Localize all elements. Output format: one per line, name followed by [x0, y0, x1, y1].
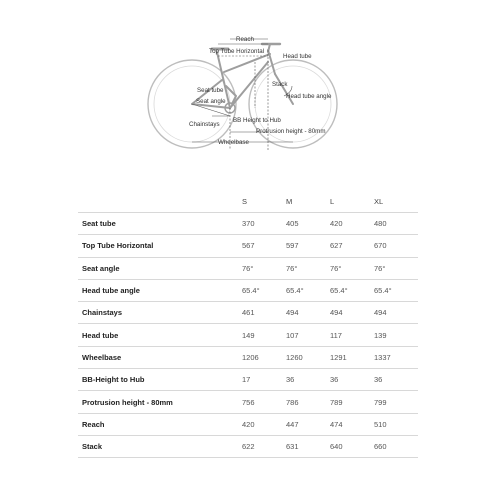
row-value: 420	[242, 413, 286, 435]
row-value: 117	[330, 324, 374, 346]
row-value: 1337	[374, 346, 418, 368]
row-value: 65.4°	[286, 279, 330, 301]
table-header-row	[78, 190, 418, 213]
row-value: 1206	[242, 346, 286, 368]
header-empty	[78, 190, 242, 213]
table-row	[78, 279, 418, 301]
diagram-label-head-tube-angle: Head tube angle	[286, 93, 332, 100]
table-row	[78, 213, 418, 235]
diagram-label-stack: Stack	[272, 81, 288, 88]
diagram-label-top-tube: Top Tube Horizontal	[209, 48, 265, 55]
table-row	[78, 369, 418, 391]
row-value: 786	[286, 391, 330, 413]
row-value: 670	[374, 235, 418, 257]
row-value: 494	[330, 302, 374, 324]
row-value: 139	[374, 324, 418, 346]
row-value: 799	[374, 391, 418, 413]
row-value: 494	[374, 302, 418, 324]
header-size: S	[242, 196, 248, 206]
row-value: 65.4°	[374, 279, 418, 301]
row-value: 474	[330, 413, 374, 435]
row-value: 405	[286, 213, 330, 235]
row-value: 65.4°	[330, 279, 374, 301]
row-value: 756	[242, 391, 286, 413]
row-value: 447	[286, 413, 330, 435]
table-row	[78, 346, 418, 368]
header-size: L	[330, 196, 335, 206]
row-value: 789	[330, 391, 374, 413]
row-value: 65.4°	[242, 279, 286, 301]
row-value: 461	[242, 302, 286, 324]
table-row	[78, 391, 418, 413]
row-value: 622	[242, 435, 286, 457]
row-value: 36	[286, 369, 330, 391]
table-row	[78, 435, 418, 457]
row-value: 1260	[286, 346, 330, 368]
diagram-label-seat-tube: Seat tube	[197, 87, 224, 94]
row-value: 627	[330, 235, 374, 257]
row-label: Wheelbase	[78, 346, 242, 368]
diagram-label-head-tube: Head tube	[283, 53, 312, 60]
row-label: Top Tube Horizontal	[78, 235, 242, 257]
row-value: 149	[242, 324, 286, 346]
row-value: 597	[286, 235, 330, 257]
diagram-label-protrusion: Protrusion height - 80mm	[256, 128, 326, 135]
row-label: Protrusion height - 80mm	[78, 391, 242, 413]
diagram-label-seat-angle: Seat angle	[196, 98, 226, 105]
row-value: 567	[242, 235, 286, 257]
row-value: 640	[330, 435, 374, 457]
row-value: 510	[374, 413, 418, 435]
row-value: 370	[242, 213, 286, 235]
table-row	[78, 324, 418, 346]
bike-geometry-diagram	[0, 0, 500, 160]
row-value: 76°	[330, 257, 374, 279]
row-label: Seat angle	[78, 257, 242, 279]
table-row	[78, 302, 418, 324]
table-row	[78, 257, 418, 279]
diagram-label-wheelbase: Wheelbase	[218, 139, 249, 146]
row-value: 494	[286, 302, 330, 324]
row-value: 480	[374, 213, 418, 235]
diagram-label-chainstays: Chainstays	[189, 121, 220, 128]
row-label: Stack	[78, 435, 242, 457]
row-value: 36	[374, 369, 418, 391]
row-value: 17	[242, 369, 286, 391]
geometry-table	[78, 190, 418, 458]
row-value: 631	[286, 435, 330, 457]
table-row	[78, 413, 418, 435]
header-size: M	[286, 196, 293, 206]
row-value: 660	[374, 435, 418, 457]
row-value: 36	[330, 369, 374, 391]
row-label: Head tube angle	[78, 279, 242, 301]
row-value: 420	[330, 213, 374, 235]
row-label: Reach	[78, 413, 242, 435]
diagram-label-bb-height: BB Height to Hub	[233, 117, 281, 124]
table-row	[78, 235, 418, 257]
row-value: 107	[286, 324, 330, 346]
header-size: XL	[374, 196, 384, 206]
row-value: 1291	[330, 346, 374, 368]
row-label: Seat tube	[78, 213, 242, 235]
row-value: 76°	[286, 257, 330, 279]
row-label: BB-Height to Hub	[78, 369, 242, 391]
row-label: Head tube	[78, 324, 242, 346]
row-value: 76°	[374, 257, 418, 279]
row-label: Chainstays	[78, 302, 242, 324]
diagram-label-reach: Reach	[236, 36, 254, 43]
row-value: 76°	[242, 257, 286, 279]
